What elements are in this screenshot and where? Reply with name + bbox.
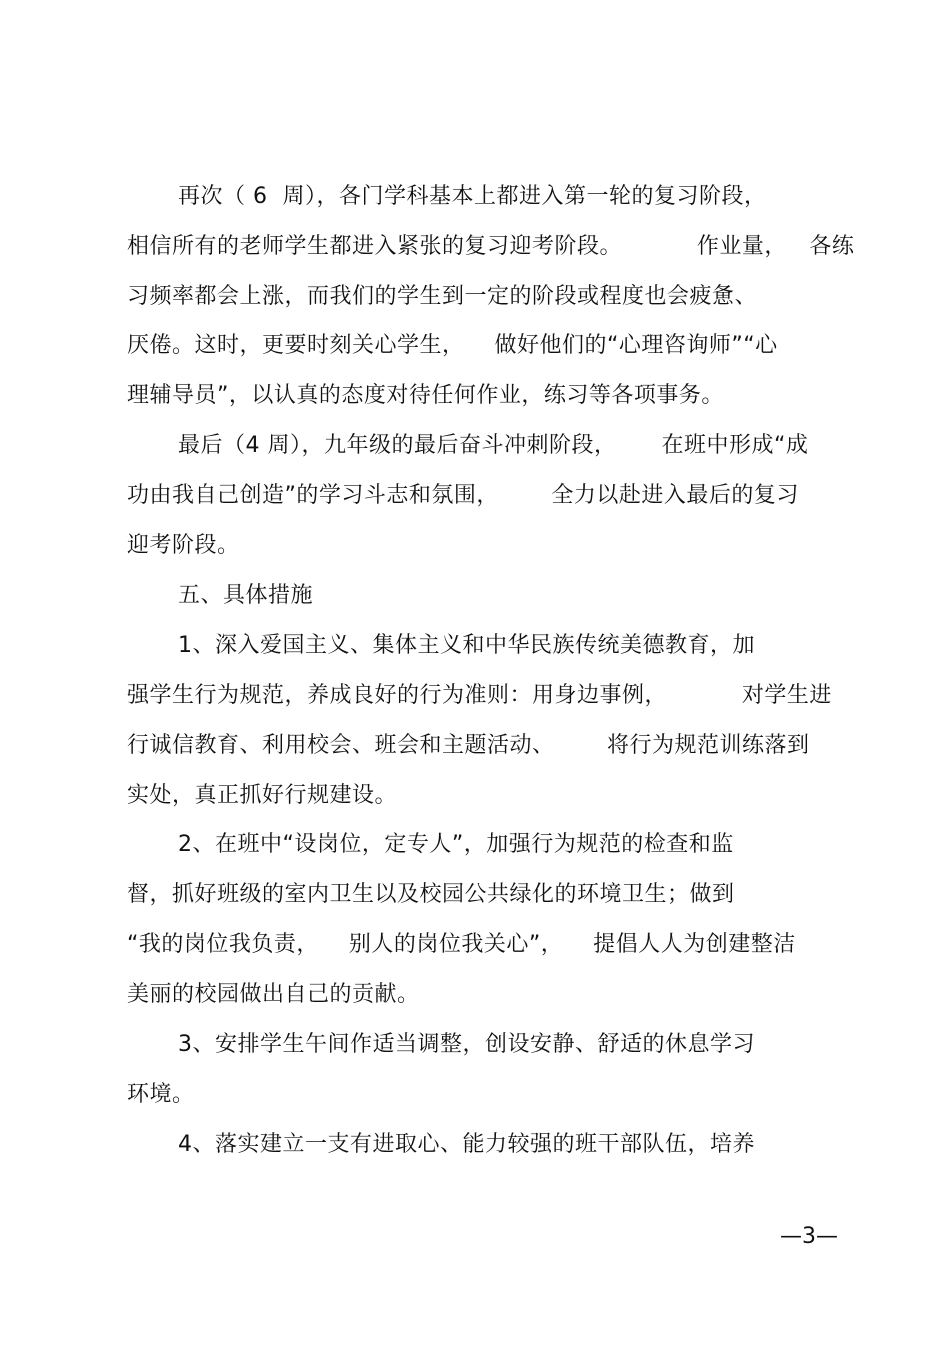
paragraph-line: 2、在班中“设岗位，定专人”，加强行为规范的检查和监 <box>178 832 734 857</box>
page-number: —3— <box>780 1224 838 1249</box>
paragraph-line: 最后（4 周），九年级的最后奋斗冲刺阶段， 在班中形成“成 <box>178 433 809 458</box>
paragraph-line: 实处，真正抓好行规建设。 <box>127 783 398 808</box>
paragraph-line: 1、深入爱国主义、集体主义和中华民族传统美德教育，加 <box>178 633 755 658</box>
section-heading: 五、具体措施 <box>178 583 314 608</box>
paragraph-line: 环境。 <box>127 1082 195 1107</box>
paragraph-line: 功由我自己创造”的学习斗志和氛围， 全力以赴进入最后的复习 <box>127 483 799 508</box>
paragraph-line: 再次（ 6 周），各门学科基本上都进入第一轮的复习阶段， <box>178 184 767 209</box>
paragraph-line: 厌倦。这时，更要时刻关心学生， 做好他们的“心理咨询师”“心 <box>127 333 778 358</box>
paragraph-line: 3、安排学生午间作适当调整，创设安静、舒适的休息学习 <box>178 1032 755 1057</box>
paragraph-line: 习频率都会上涨，而我们的学生到一定的阶段或程度也会疲惫、 <box>127 284 758 309</box>
paragraph-line: 美丽的校园做出自己的贡献。 <box>127 982 420 1007</box>
paragraph-line: 行诚信教育、利用校会、班会和主题活动、 将行为规范训练落到 <box>127 733 810 758</box>
paragraph-line: 相信所有的老师学生都进入紧张的复习迎考阶段。 作业量， 各练 <box>127 234 855 259</box>
paragraph-line: 迎考阶段。 <box>127 533 240 558</box>
paragraph-line: 督，抓好班级的室内卫生以及校园公共绿化的环境卫生；做到 <box>127 882 735 907</box>
paragraph-line: 强学生行为规范，养成良好的行为准则：用身边事例， 对学生进 <box>127 683 832 708</box>
paragraph-line: “我的岗位我负责， 别人的岗位我关心”， 提倡人人为创建整洁 <box>127 932 796 957</box>
paragraph-line: 理辅导员”，以认真的态度对待任何作业，练习等各项事务。 <box>127 383 724 408</box>
paragraph-line: 4、落实建立一支有进取心、能力较强的班干部队伍，培养 <box>178 1132 755 1157</box>
